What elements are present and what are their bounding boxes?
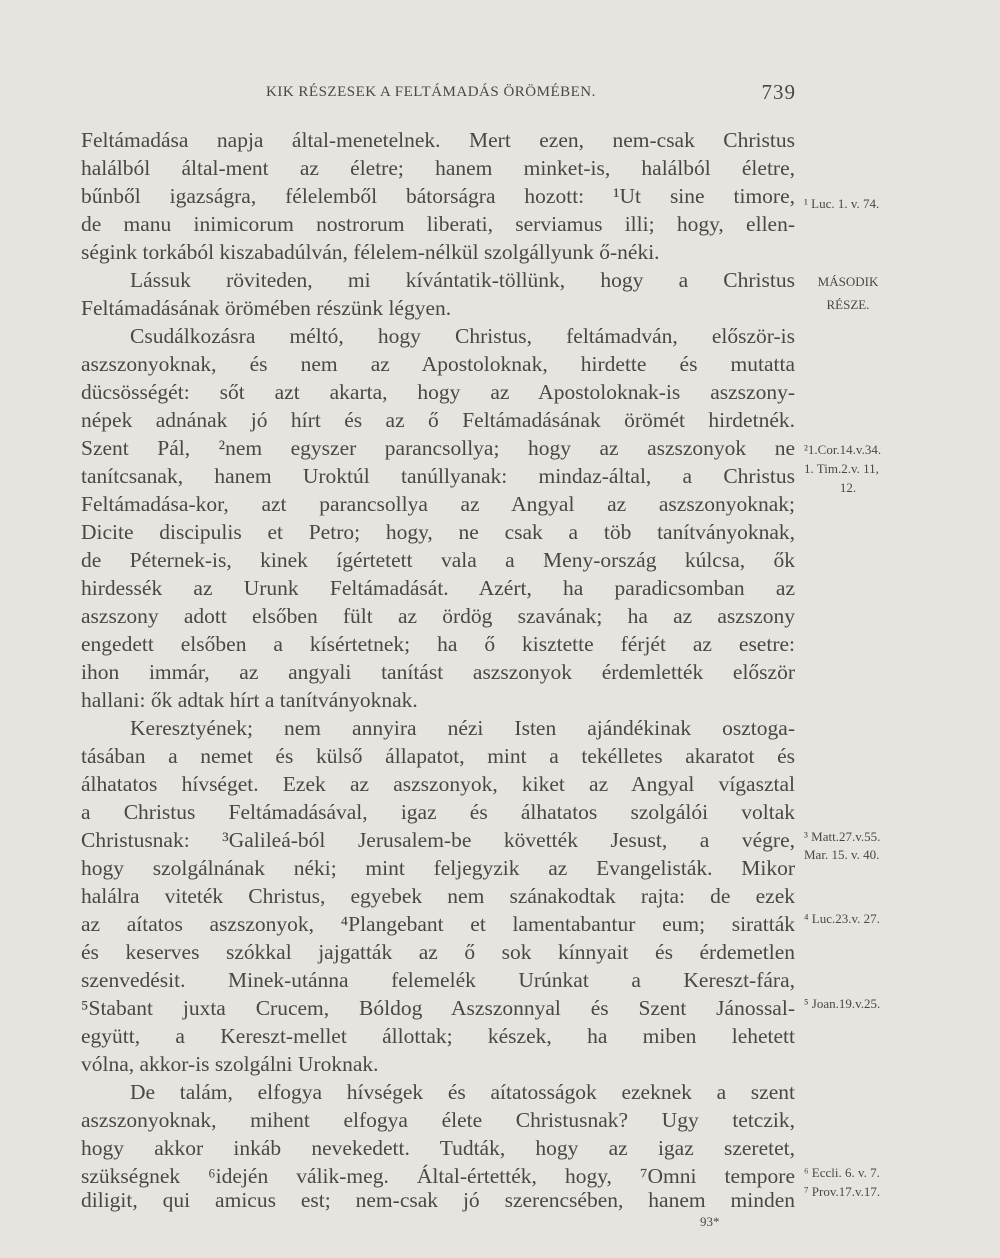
text-line: Csudálkozásra méltó, hogy Christus, feltámadván, először-is [130, 324, 795, 348]
text-line: és keserves szókkal jajgatták az ő sok kínnyait és érdemetlen [81, 940, 795, 964]
text-line: hogy akkor inkáb nevekedett. Tudták, hogy az igaz szeretet, [81, 1136, 795, 1160]
text-line: ségink torkából kiszabadúlván, félelem-nélkül szolgállyunk ő-néki. [81, 240, 660, 264]
text-line: Feltámadása napja által-menetelnek. Mert ezen, nem-csak Christus [81, 128, 795, 152]
text-line: Christusnak: ³Galileá-ból Jerusalem-be követték Jesust, a végre, [81, 828, 795, 852]
text-line: ⁵Stabant juxta Crucem, Bóldog Aszszonnyal és Szent Jánossal- [81, 996, 795, 1020]
margin-note: Mar. 15. v. 40. [804, 847, 880, 862]
text-line: de manu inimicorum nostrorum liberati, serviamus illi; hogy, ellen- [81, 212, 795, 236]
text-line: szenvedésit. Minek-utánna felemelék Urúnkat a Kereszt-fára, [81, 968, 795, 992]
text-line: ihon immár, az angyali tanítást aszszonyok érdemlették először [81, 660, 795, 684]
margin-note: 12. [839, 480, 857, 495]
printer-signature: 93* [700, 1214, 720, 1229]
text-line: Feltámadása-kor, azt parancsollya az Angyal az aszszonyoknak; [81, 492, 795, 516]
text-line: Lássuk röviteden, mi kívántatik-töllünk, hogy a Christus [130, 268, 795, 292]
text-line: népek adnának jó hírt és az ő Feltámadásának örömét hirdetnék. [81, 408, 795, 432]
text-line: hallani: ők adtak hírt a tanítványoknak. [81, 688, 418, 712]
text-line: diligit, qui amicus est; nem-csak jó szerencsében, hanem minden [81, 1188, 795, 1212]
text-line: halálra viteték Christus, egyebek nem szánakodtak rajta: de ezek [81, 884, 795, 908]
text-line: Keresztyének; nem annyira nézi Isten ajándékinak osztoga- [130, 716, 795, 740]
text-line: engedett elsőben a kísértetnek; ha ő kisztette férjét az esetre: [81, 632, 795, 656]
page-number: 739 [761, 80, 796, 104]
text-line: aszszony adott elsőben fült az ördög szavának; ha az aszszony [81, 604, 795, 628]
text-line: tásában a nemet és külső állapatot, mint a tekélletes akaratot és [81, 744, 795, 768]
text-line: Szent Pál, ²nem egyszer parancsollya; hogy az aszszonyok ne [81, 436, 795, 460]
text-line: hogy szolgálnának néki; mint feljegyzik az Evangelisták. Mikor [81, 856, 795, 880]
margin-note: ¹ Luc. 1. v. 74. [804, 196, 880, 211]
text-line: hirdessék az Urunk Feltámadását. Azért, ha paradicsomban az [81, 576, 795, 600]
running-header [266, 80, 796, 106]
margin-note: 1. Tim.2.v. 11, [804, 461, 879, 476]
text-line: Dicite discipulis et Petro; hogy, ne csak a töb tanítványoknak, [81, 520, 795, 544]
text-line: a Christus Feltámadásával, igaz és álhatatos szolgálói voltak [81, 800, 795, 824]
text-line: aszszonyoknak, mihent elfogya élete Christusnak? Ugy tetczik, [81, 1108, 795, 1132]
text-line: szükségnek ⁶idején válik-meg. Által-értették, hogy, ⁷Omni tempore [81, 1164, 795, 1188]
margin-note: ²1.Cor.14.v.34. [804, 442, 882, 457]
text-line: vólna, akkor-is szolgálni Uroknak. [81, 1052, 379, 1076]
text-line: de Péternek-is, kinek ígértetett vala a Meny-ország kúlcsa, ők [81, 548, 795, 572]
text-line: aszszonyoknak, és nem az Apostoloknak, hirdette és mutatta [81, 352, 795, 376]
margin-note: ⁷ Prov.17.v.17. [804, 1184, 881, 1199]
text-line: halálból által-ment az életre; hanem minket-is, halálból életre, [81, 156, 795, 180]
margin-note: ⁶ Eccli. 6. v. 7. [804, 1165, 880, 1180]
text-line: Feltámadásának örömében részünk légyen. [81, 296, 452, 320]
text-line: De talám, elfogya hívségek és aítatosságok ezeknek a szent [130, 1080, 795, 1104]
text-line: az aítatos aszszonyok, ⁴Plangebant et lamentabantur eum; siratták [81, 912, 795, 936]
text-line: dücsösségét: sőt azt akarta, hogy az Apostoloknak-is aszszony- [81, 380, 795, 404]
margin-note: ⁵ Joan.19.v.25. [804, 996, 881, 1011]
margin-section-heading: MÁSODIK [817, 274, 879, 289]
running-title: KIK RÉSZESEK A FELTÁMADÁS ÖRÖMÉBEN. [266, 84, 596, 100]
margin-section-heading: RÉSZE. [826, 297, 870, 312]
text-line: együtt, a Kereszt-mellet állottak; készek, ha miben lehetett [81, 1024, 795, 1048]
margin-note: ³ Matt.27.v.55. [804, 829, 881, 844]
margin-note: ⁴ Luc.23.v. 27. [804, 911, 880, 926]
text-line: bűnből igazságra, félelemből bátorságra hozott: ¹Ut sine timore, [81, 184, 795, 208]
text-line: tanítcsanak, hanem Uroktúl tanúllyanak: mindaz-által, a Christus [81, 464, 795, 488]
text-line: álhatatos hívséget. Ezek az aszszonyok, kiket az Angyal vígasztal [81, 772, 795, 796]
